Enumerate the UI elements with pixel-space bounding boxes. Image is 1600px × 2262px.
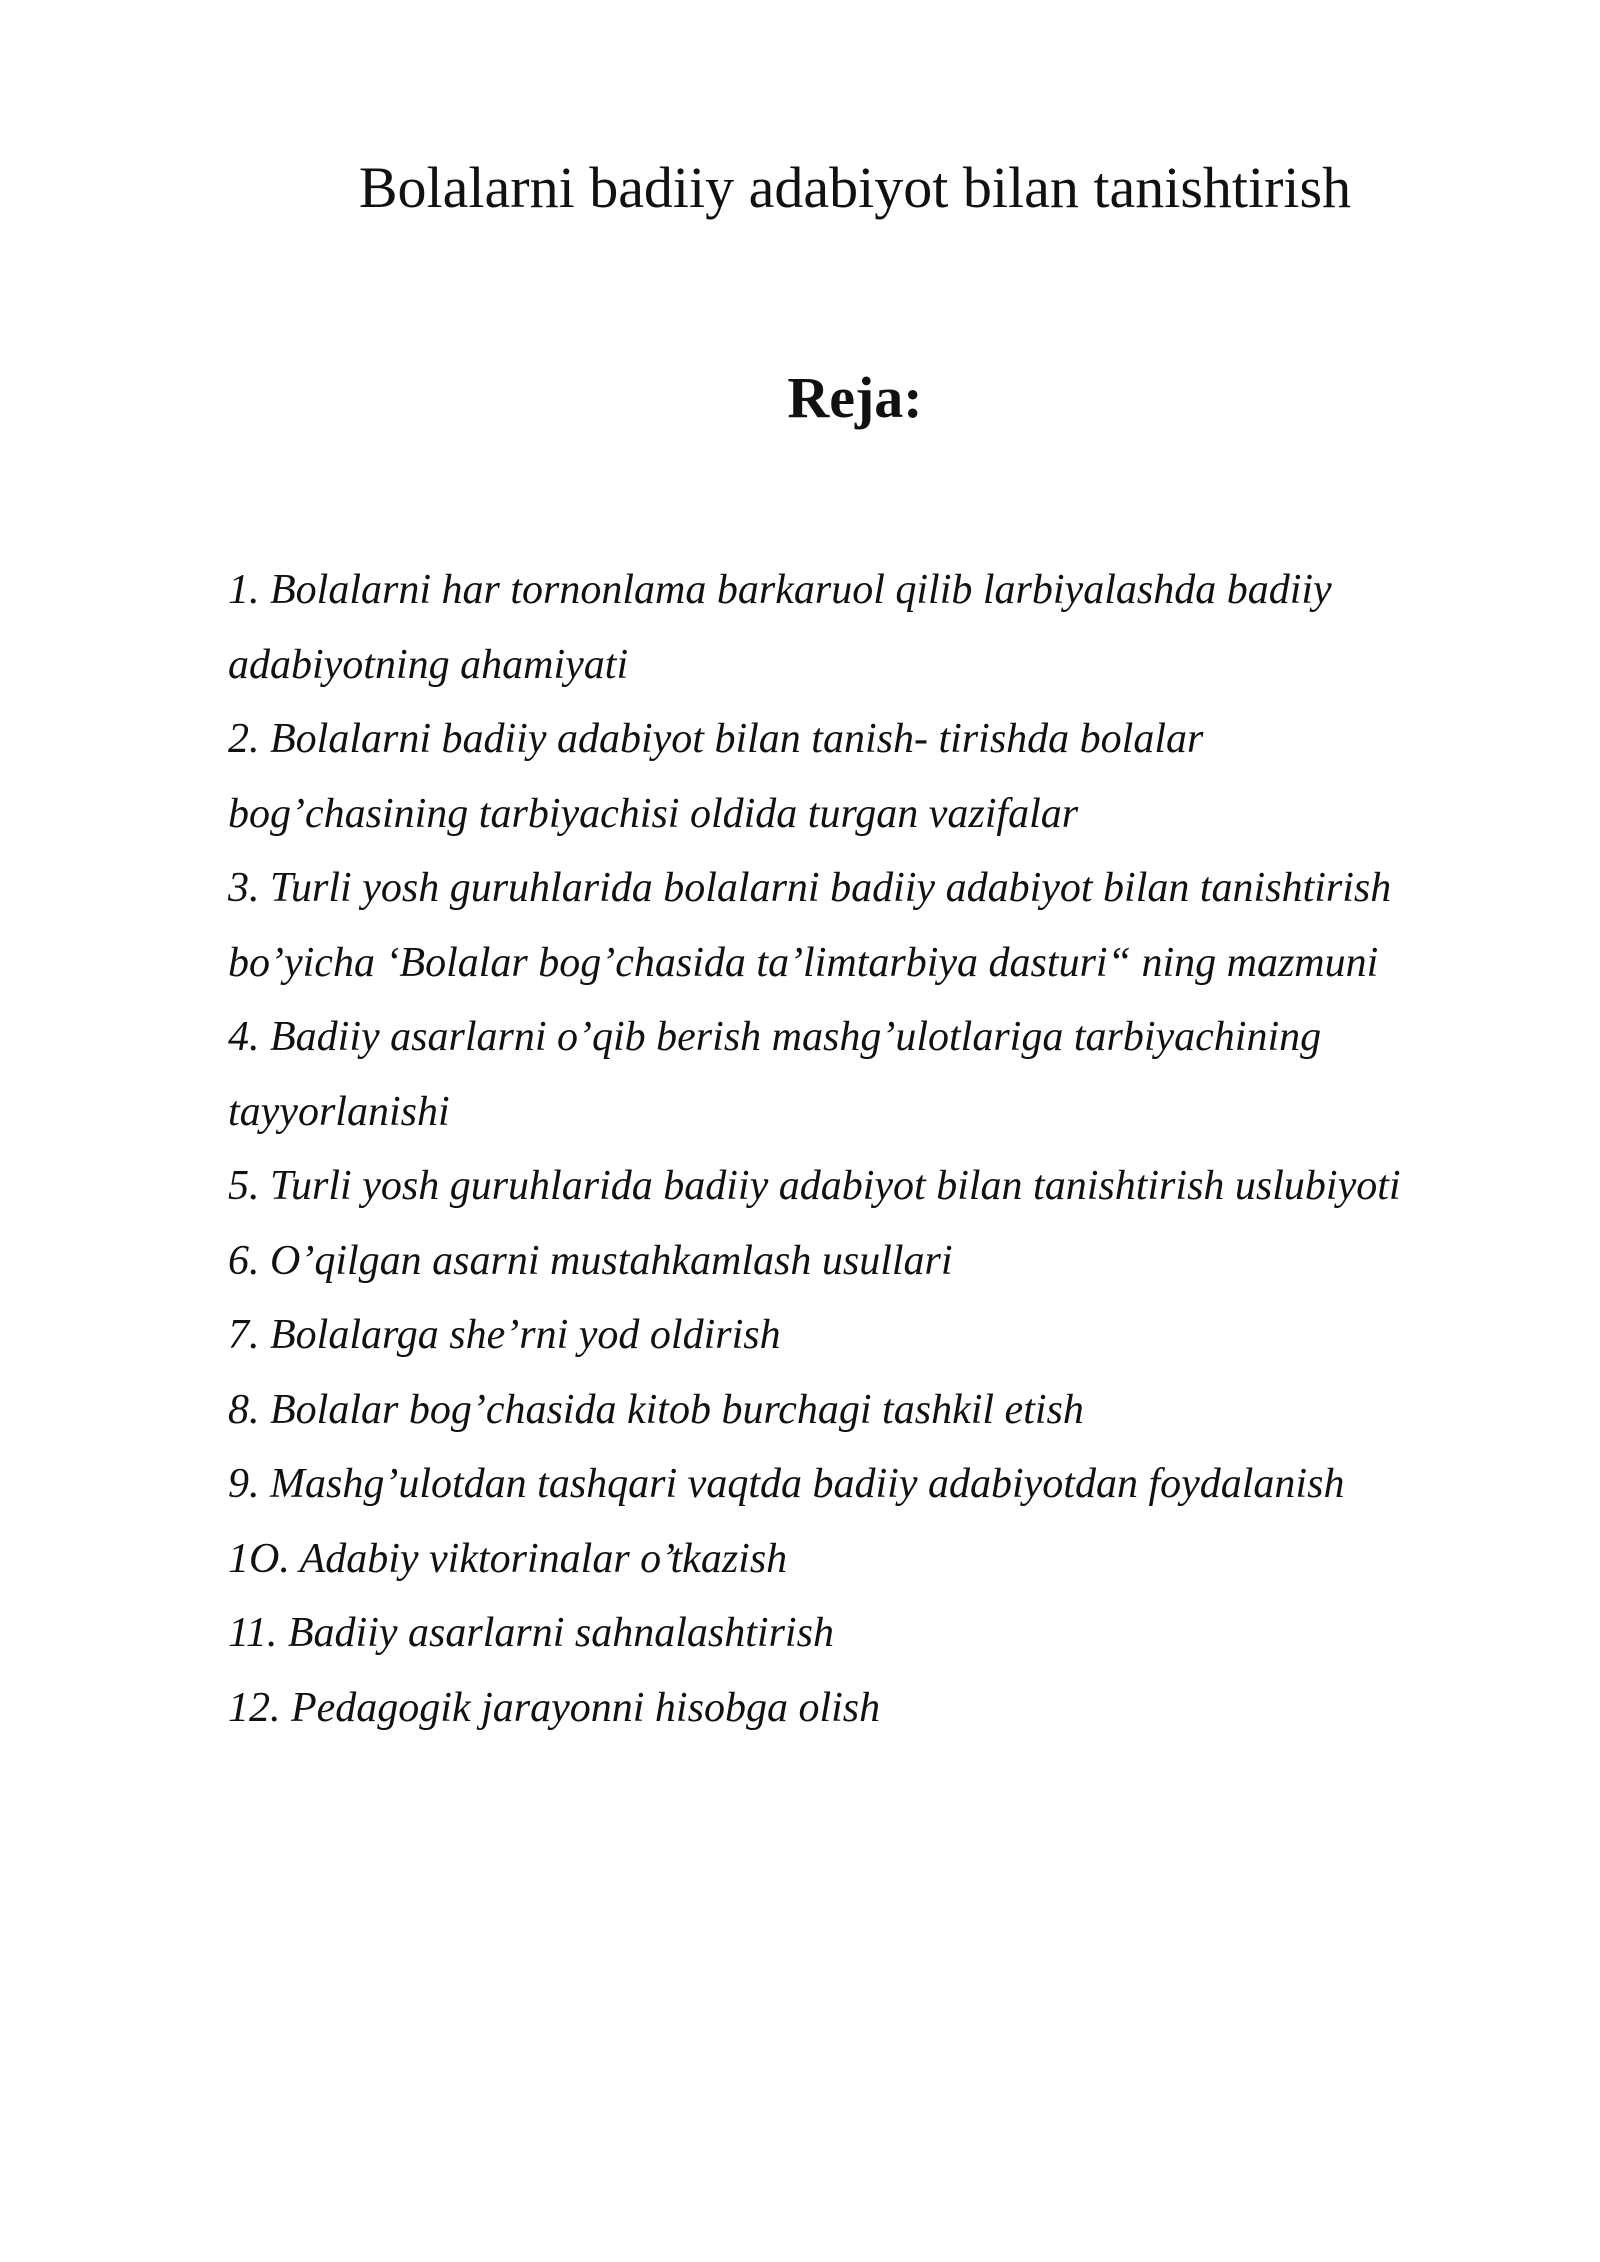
- plan-item: [228, 851, 1528, 1000]
- plan-item-line: 3. Turli yosh guruhlarida bolalarni badiiy adabiyot bilan tanishtirish: [228, 865, 1392, 911]
- plan-item: [228, 1224, 1528, 1299]
- plan-item-line: 12. Pedagogik jarayonni hisobga olish: [228, 1684, 881, 1731]
- plan-item: [228, 1522, 1528, 1597]
- plan-list: [228, 553, 1528, 1745]
- plan-item-line: tayyorlanishi: [228, 1088, 450, 1135]
- plan-item-line: adabiyotning ahamiyati: [228, 641, 629, 688]
- plan-item: [228, 1447, 1528, 1522]
- plan-item: [228, 1596, 1528, 1671]
- plan-item-line: 4. Badiiy asarlarni o’qib berish mashg’ulotlariga tarbiyachining: [228, 1014, 1322, 1060]
- plan-item-line: 8. Bolalar bog’chasida kitob burchagi tashkil etish: [228, 1386, 1084, 1433]
- plan-item-line: bog’chasining tarbiyachisi oldida turgan vazifalar: [228, 790, 1079, 837]
- plan-item-line: 7. Bolalarga she’rni yod oldirish: [228, 1312, 781, 1358]
- plan-item-line: 6. O’qilgan asarni mustahkamlash usullari: [228, 1237, 953, 1284]
- plan-item: [228, 1298, 1528, 1373]
- plan-heading: Reja:: [787, 365, 923, 430]
- plan-item-line: 11. Badiiy asarlarni sahnalashtirish: [228, 1610, 834, 1656]
- plan-item-line: 1O. Adabiy viktorinalar o’tkazish: [228, 1535, 788, 1582]
- plan-item-line: 1. Bolalarni har tornonlama barkaruol qilib larbiyalashda badiiy: [228, 567, 1332, 613]
- plan-item-line: 2. Bolalarni badiiy adabiyot bilan tanish- tirishda bolalar: [228, 716, 1204, 762]
- plan-item-line: 5. Turli yosh guruhlarida badiiy adabiyot bilan tanishtirish uslubiyoti: [228, 1163, 1401, 1209]
- document-title: Bolalarni badiiy adabiyot bilan tanishtirish: [358, 155, 1352, 220]
- plan-item: [228, 1373, 1528, 1448]
- plan-item: [228, 702, 1528, 851]
- plan-item: [228, 553, 1528, 702]
- plan-item: [228, 1671, 1528, 1746]
- plan-item: [228, 1000, 1528, 1149]
- plan-item-line: 9. Mashg’ulotdan tashqari vaqtda badiiy adabiyotdan foydalanish: [228, 1461, 1345, 1507]
- plan-item: [228, 1149, 1528, 1224]
- plan-item-line: bo’yicha ‘Bolalar bog’chasida ta’limtarbiya dasturi“ ning mazmuni: [228, 939, 1379, 986]
